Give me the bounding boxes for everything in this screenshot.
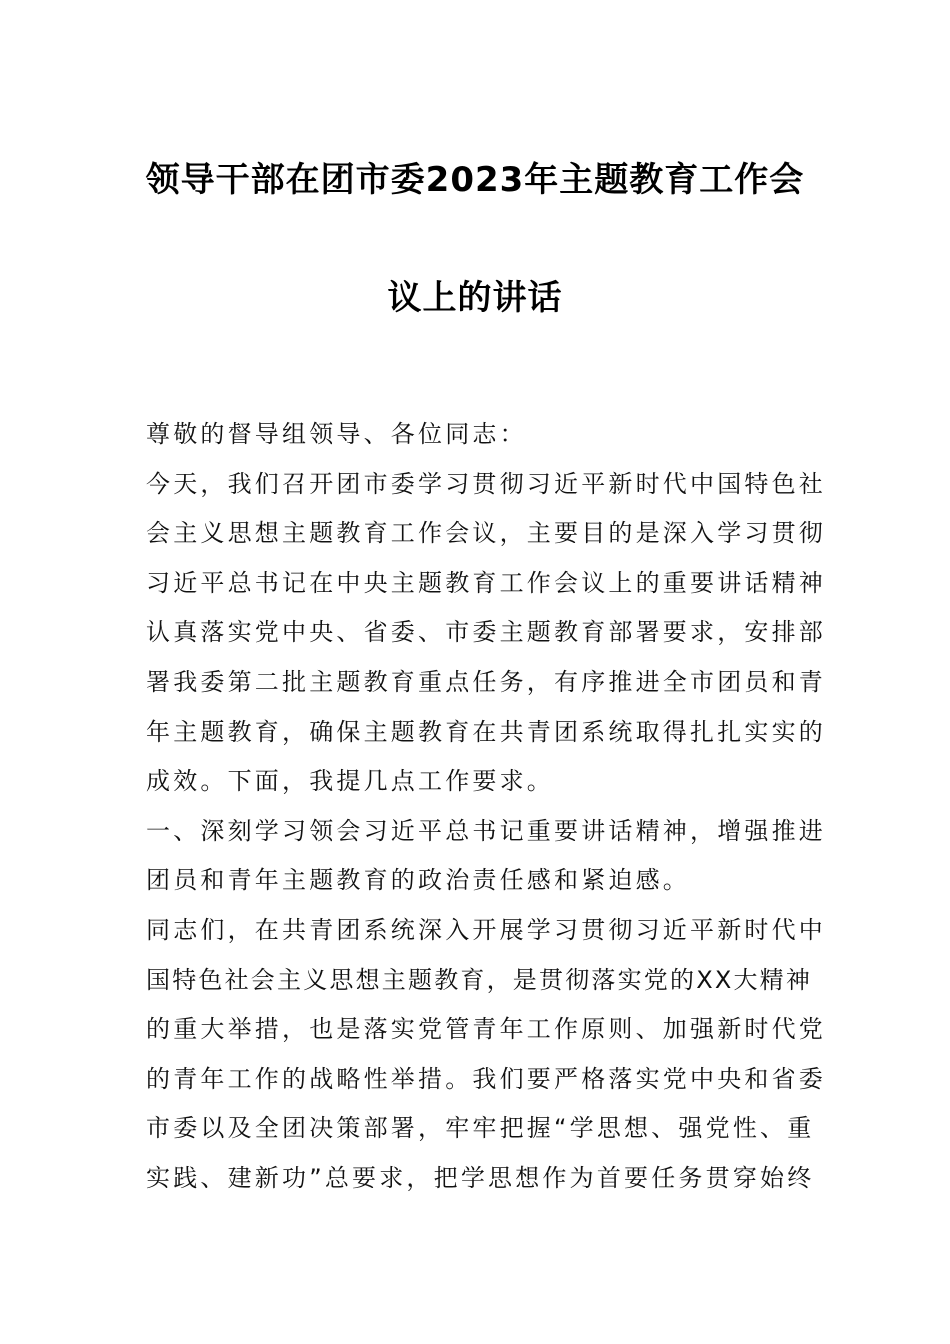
paragraph-line: 成效。下面，我提几点工作要求。 (146, 767, 554, 796)
paragraph-line: 年主题教育，确保主题教育在共青团系统取得扎扎实实的 (146, 717, 826, 746)
paragraph-line: 同志们，在共青团系统深入开展学习贯彻习近平新时代中 (146, 915, 826, 944)
paragraph-line: 今天，我们召开团市委学习贯彻习近平新时代中国特色社 (146, 469, 826, 498)
paragraph-line: 的青年工作的战略性举措。我们要严格落实党中央和省委 (146, 1064, 826, 1093)
paragraph-line: 国特色社会主义思想主题教育，是贯彻落实党的XX大精神 (146, 965, 813, 994)
document-title-line-1: 领导干部在团市委2023年主题教育工作会 (145, 160, 805, 200)
section-heading-line: 一、深刻学习领会习近平总书记重要讲话精神，增强推进 (146, 816, 826, 845)
section-heading-line: 团员和青年主题教育的政治责任感和紧迫感。 (146, 866, 690, 895)
paragraph-line: 会主义思想主题教育工作会议，主要目的是深入学习贯彻 (146, 519, 826, 548)
paragraph-line: 习近平总书记在中央主题教育工作会议上的重要讲话精神 (146, 568, 826, 597)
salutation: 尊敬的督导组领导、各位同志： (146, 420, 527, 448)
paragraph-line: 署我委第二批主题教育重点任务，有序推进全市团员和青 (146, 667, 826, 696)
paragraph-line: 市委以及全团决策部署，牢牢把握“学思想、强党性、重 (146, 1114, 815, 1143)
paragraph-line: 实践、建新功”总要求，把学思想作为首要任务贯穿始终 (146, 1163, 815, 1192)
document-body (146, 410, 826, 1204)
document-title-line-2: 议上的讲话 (387, 278, 563, 318)
paragraph-line: 的重大举措，也是落实党管青年工作原则、加强新时代党 (146, 1015, 826, 1044)
paragraph-line: 认真落实党中央、省委、市委主题教育部署要求，安排部 (146, 618, 826, 647)
